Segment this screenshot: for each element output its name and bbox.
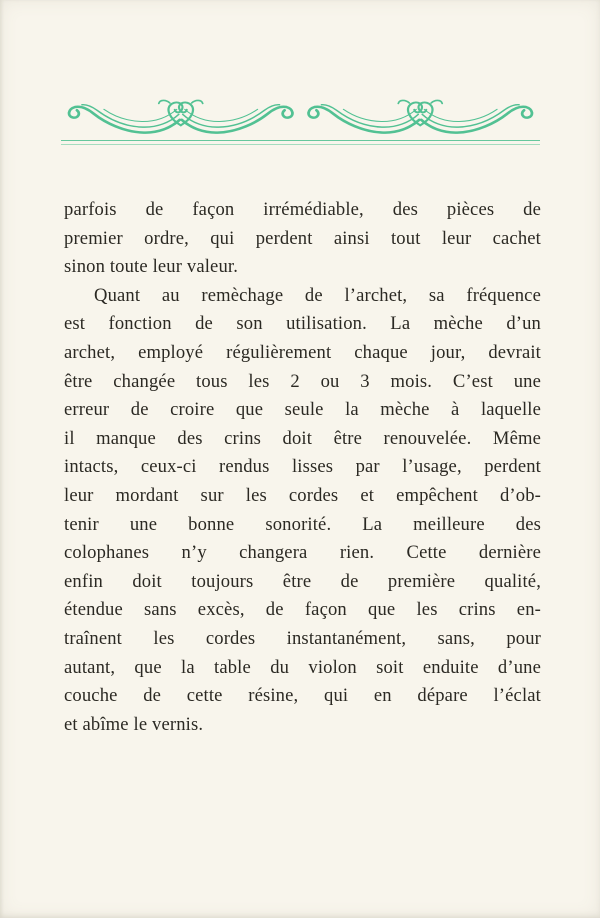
paragraph xyxy=(64,196,541,282)
text-line: leur mordant sur les cordes et empêchent d’ob- xyxy=(64,484,541,506)
text-line: colophanes n’y changera rien. Cette dernière xyxy=(64,542,541,564)
text-line: premier ordre, qui perdent ainsi tout leur cachet xyxy=(64,227,541,249)
text-line: erreur de croire que seule la mèche à laquelle xyxy=(64,399,541,421)
text-line: traînent les cordes instantanément, sans, pour xyxy=(64,627,541,649)
text-line: enfin doit toujours être de première qualité, xyxy=(64,570,541,592)
text-line: couche de cette résine, qui en dépare l’éclat xyxy=(64,685,541,707)
text-line: il manque des crins doit être renouvelée. Même xyxy=(64,427,541,449)
text-line: autant, que la table du violon soit enduite d’une xyxy=(64,656,541,678)
text-line: parfois de façon irrémédiable, des pièces de xyxy=(64,199,541,220)
paragraph xyxy=(64,282,541,740)
text-line: intacts, ceux-ci rendus lisses par l’usage, perdent xyxy=(64,456,541,478)
body-text xyxy=(64,196,541,739)
double-rule-divider xyxy=(61,140,540,145)
scroll-flourish-ornament-icon xyxy=(61,97,540,139)
text-line: être changée tous les 2 ou 3 mois. C’est une xyxy=(64,370,541,392)
text-line: Quant au remèchage de l’archet, sa fréquence xyxy=(94,284,541,306)
text-line: archet, employé régulièrement chaque jour, devrait xyxy=(64,341,541,363)
text-line: et abîme le vernis. xyxy=(64,713,204,735)
text-line: est fonction de son utilisation. La mèche d’un xyxy=(64,313,541,335)
text-line: tenir une bonne sonorité. La meilleure des xyxy=(64,513,541,535)
text-line: sinon toute leur valeur. xyxy=(64,256,239,278)
text-line: étendue sans excès, de façon que les crins en- xyxy=(64,599,541,621)
